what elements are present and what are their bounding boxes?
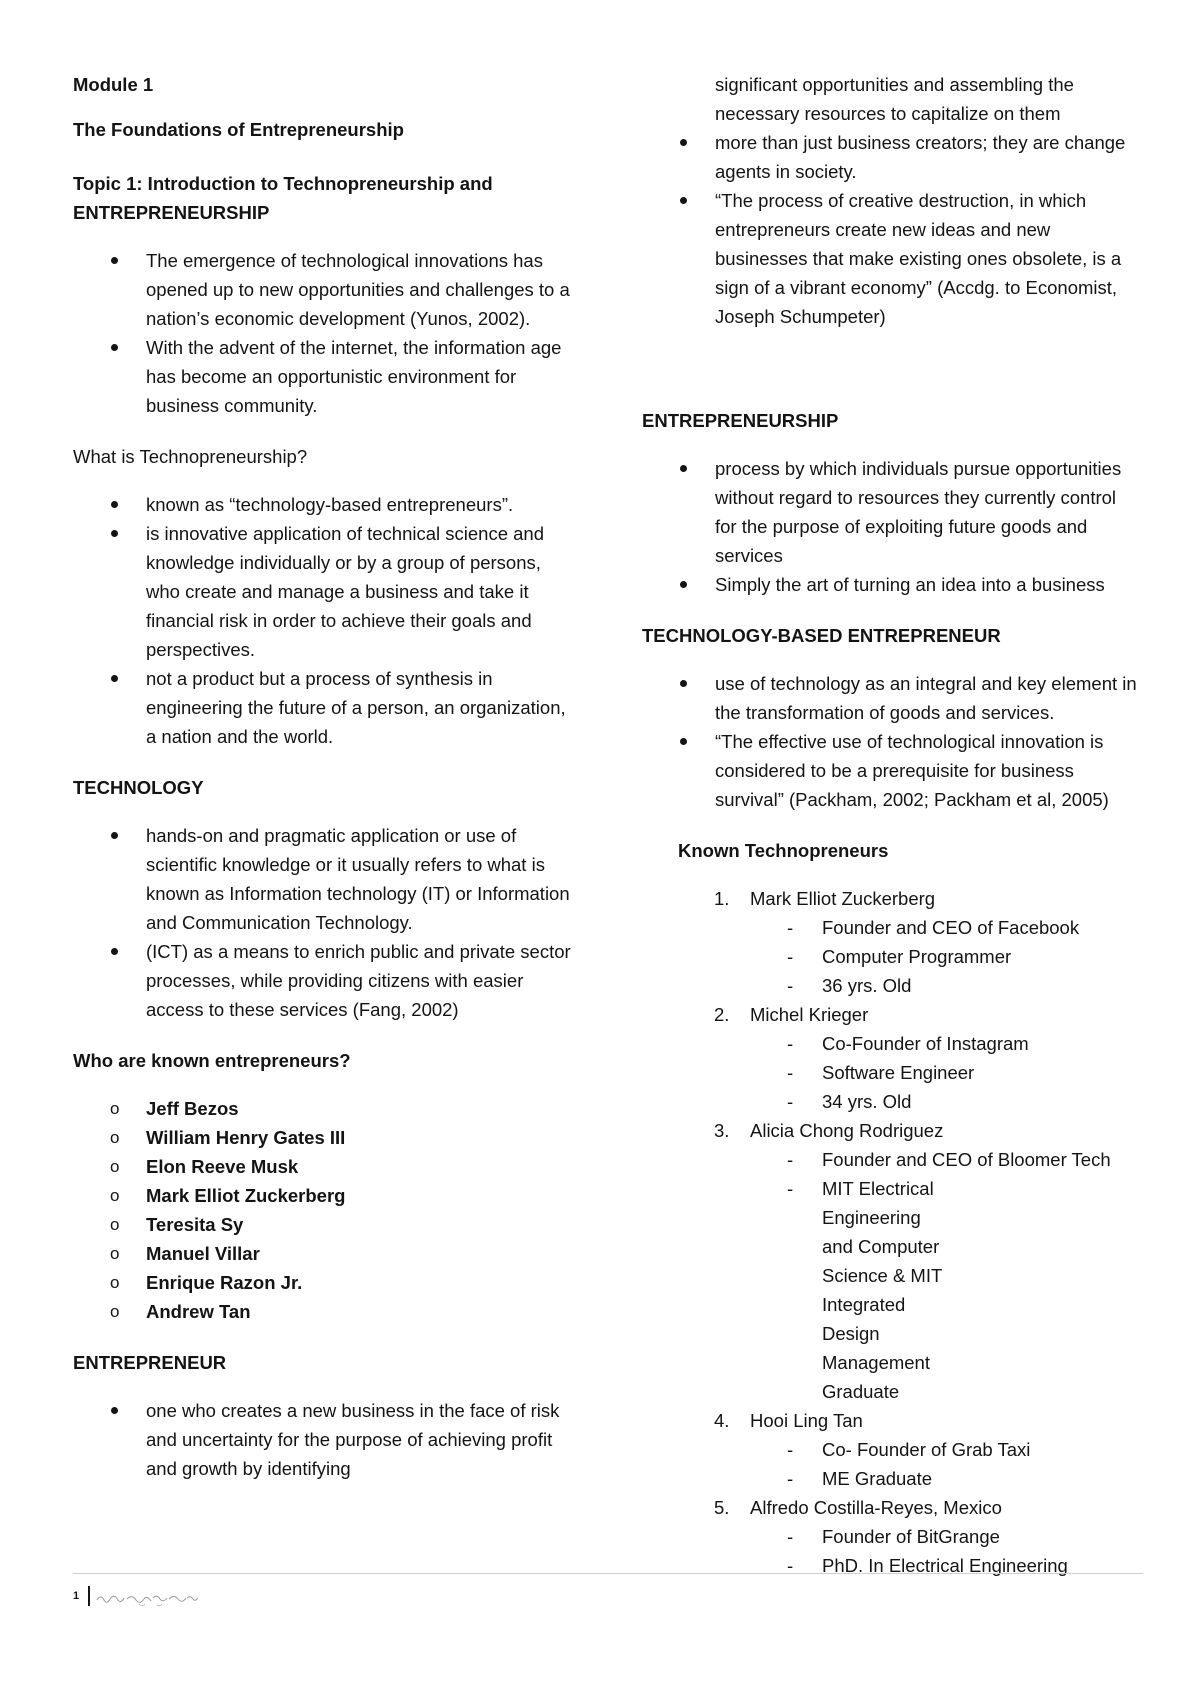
technopreneur-item: [642, 884, 1142, 913]
topic-title: Topic 1: Introduction to Technopreneurship and ENTREPRENEURSHIP: [73, 173, 493, 223]
detail-item: - Co-Founder of Instagram: [642, 1029, 1142, 1058]
entrepreneurship-heading: ENTREPRENEURSHIP: [642, 410, 839, 431]
list-item: o Enrique Razon Jr.: [73, 1268, 573, 1297]
list-item: known as “technology-based entrepreneurs”.: [73, 490, 573, 519]
technopreneur-item: [642, 1406, 1142, 1435]
detail-item: - 36 yrs. Old: [642, 971, 1142, 1000]
list-item: process by which individuals pursue opportunities without regard to resources they currently control for the purpose of exploiting future goods and services: [642, 454, 1142, 570]
list-item: o Mark Elliot Zuckerberg: [73, 1181, 573, 1210]
technopreneurs-list: [642, 884, 1142, 1580]
technopreneur-item: [642, 1116, 1142, 1145]
tbe-bullet-list: [642, 669, 1142, 814]
list-item: With the advent of the internet, the information age has become an opportunistic environment for business community.: [73, 333, 573, 420]
entrepreneur-bullet-continuation: significant opportunities and assembling the necessary resources to capitalize on them: [715, 74, 1074, 124]
item-number: 3.: [714, 1120, 730, 1141]
list-item: Simply the art of turning an idea into a business: [642, 570, 1142, 599]
detail-item: - ME Graduate: [642, 1464, 1142, 1493]
page-number: 1: [73, 1590, 80, 1602]
technology-bullet-list: [73, 821, 573, 1024]
footer-separator: [88, 1586, 90, 1606]
detail-item: - MIT Electrical Engineering and Computer Science & MIT Integrated Design Management Graduate: [642, 1174, 1142, 1406]
list-item: use of technology as an integral and key element in the transformation of goods and services.: [642, 669, 1142, 727]
list-item: is innovative application of technical science and knowledge individually or by a group of persons, who create and manage a business and take it financial risk in order to achieve their goals and perspectives.: [73, 519, 573, 664]
technopreneur-name: Michel Krieger: [750, 1004, 869, 1025]
footer-divider: [73, 1573, 1143, 1574]
list-item: one who creates a new business in the face of risk and uncertainty for the purpose of achieving profit and growth by identifying: [73, 1396, 573, 1483]
list-item: o Andrew Tan: [73, 1297, 573, 1326]
item-number: 1.: [714, 888, 730, 909]
technopreneur-name: Mark Elliot Zuckerberg: [750, 888, 936, 909]
detail-item: - Software Engineer: [642, 1058, 1142, 1087]
technopreneur-item: [642, 1000, 1142, 1029]
list-item: not a product but a process of synthesis in engineering the future of a person, an organization, a nation and the world.: [73, 664, 573, 751]
list-item: “The process of creative destruction, in which entrepreneurs create new ideas and new businesses that make existing ones obsolete, is a sign of a vibrant economy” (Accdg. to Economist, Joseph Schumpeter): [642, 186, 1142, 331]
list-item: The emergence of technological innovations has opened up to new opportunities and challenges to a nation’s economic development (Yunos, 2002).: [73, 246, 573, 333]
entrepreneur-bullet-list: [73, 1396, 573, 1483]
technopreneur-name: Alfredo Costilla-Reyes, Mexico: [750, 1497, 1002, 1518]
item-number: 5.: [714, 1497, 730, 1518]
detail-item: - Founder and CEO of Bloomer Tech: [642, 1145, 1142, 1174]
list-item: hands-on and pragmatic application or use of scientific knowledge or it usually refers to what is known as Information technology (IT) or Information and Communication Technology.: [73, 821, 573, 937]
known-entrepreneurs-heading: Who are known entrepreneurs?: [73, 1050, 351, 1071]
list-item: o Elon Reeve Musk: [73, 1152, 573, 1181]
known-entrepreneurs-list: [73, 1094, 573, 1326]
item-number: 4.: [714, 1410, 730, 1431]
module-subtitle: The Foundations of Entrepreneurship: [73, 119, 404, 140]
left-column: [73, 70, 573, 1483]
list-item: o Jeff Bezos: [73, 1094, 573, 1123]
question-text: What is Technopreneurship?: [73, 446, 308, 467]
list-item: o Manuel Villar: [73, 1239, 573, 1268]
module-title: Module 1: [73, 74, 154, 95]
item-number: 2.: [714, 1004, 730, 1025]
list-item: (ICT) as a means to enrich public and private sector processes, while providing citizens with easier access to these services (Fang, 2002): [73, 937, 573, 1024]
right-column: [642, 70, 1142, 1580]
list-item: “The effective use of technological innovation is considered to be a prerequisite for business survival” (Packham, 2002; Packham et al, 2005): [642, 727, 1142, 814]
list-item: o Teresita Sy: [73, 1210, 573, 1239]
known-technopreneurs-heading: Known Technopreneurs: [678, 840, 889, 861]
intro-bullet-list: [73, 246, 573, 420]
list-item: o William Henry Gates III: [73, 1123, 573, 1152]
technopreneur-name: Alicia Chong Rodriguez: [750, 1120, 944, 1141]
detail-item: - PhD. In Electrical Engineering: [642, 1551, 1142, 1580]
entrepreneur-heading: ENTREPRENEUR: [73, 1352, 227, 1373]
signature-scribble: [95, 1586, 205, 1612]
entrepreneurship-bullet-list: [642, 454, 1142, 599]
list-item: more than just business creators; they are change agents in society.: [642, 128, 1142, 186]
detail-item: - 34 yrs. Old: [642, 1087, 1142, 1116]
detail-item: - Computer Programmer: [642, 942, 1142, 971]
technology-heading: TECHNOLOGY: [73, 777, 204, 798]
detail-item: - Founder of BitGrange: [642, 1522, 1142, 1551]
techno-bullet-list: [73, 490, 573, 751]
technopreneur-name: Hooi Ling Tan: [750, 1410, 863, 1431]
entrepreneur-bullet-list-continued: [642, 128, 1142, 331]
detail-item: - Founder and CEO of Facebook: [642, 913, 1142, 942]
technopreneur-item: [642, 1493, 1142, 1522]
tbe-heading: TECHNOLOGY-BASED ENTREPRENEUR: [642, 625, 1001, 646]
detail-item: - Co- Founder of Grab Taxi: [642, 1435, 1142, 1464]
